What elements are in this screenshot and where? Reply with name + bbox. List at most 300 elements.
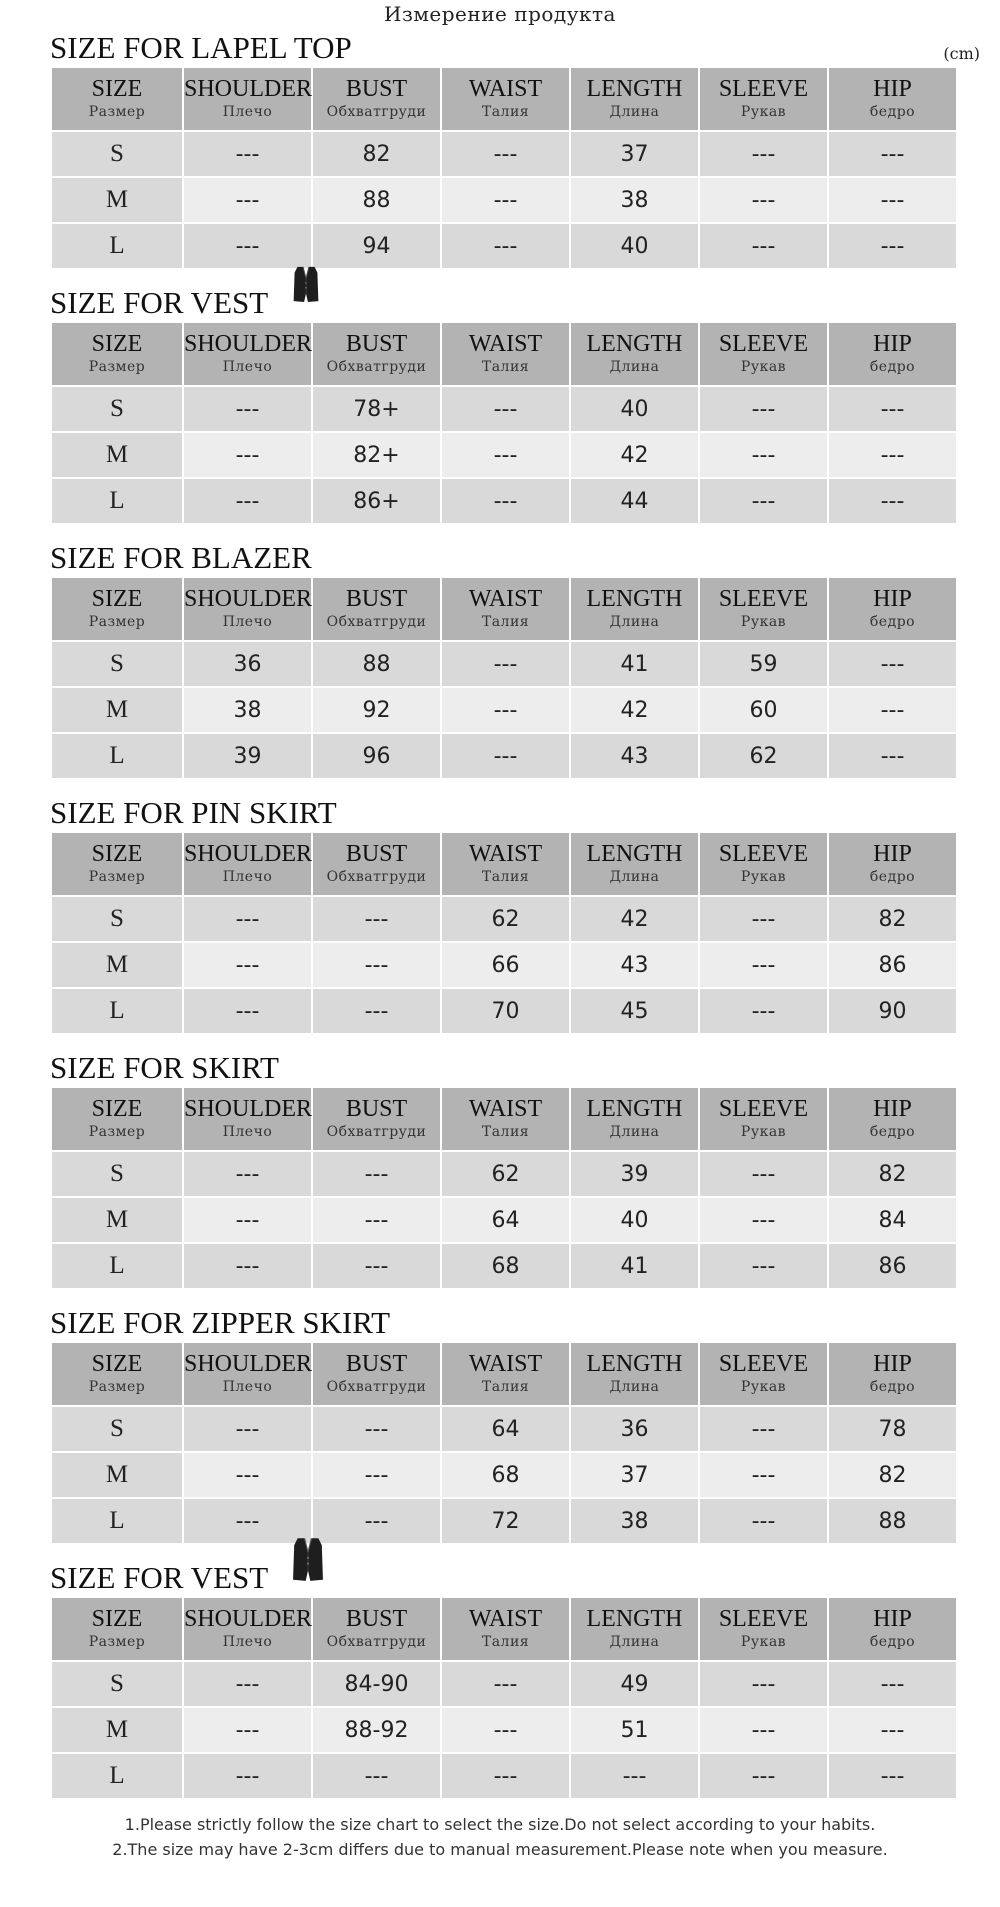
column-header-en: BUST	[345, 76, 408, 102]
column-header-ru: Обхватгруди	[326, 1124, 427, 1140]
table-cell: ---	[313, 1198, 440, 1242]
table-cell: 37	[571, 132, 698, 176]
table-cell: 39	[571, 1152, 698, 1196]
table-cell: 90	[829, 989, 956, 1033]
header-row	[52, 323, 956, 385]
column-header	[700, 323, 827, 385]
header-row	[52, 1343, 956, 1405]
column-header-en: BUST	[345, 1606, 408, 1632]
table-cell: ---	[184, 1198, 311, 1242]
table-row	[52, 989, 956, 1033]
size-cell: M	[52, 1708, 182, 1752]
table-cell: 42	[571, 688, 698, 732]
column-header	[442, 1088, 569, 1150]
table-cell: ---	[184, 132, 311, 176]
table-row	[52, 943, 956, 987]
column-header-en: HIP	[873, 1351, 912, 1377]
table-cell: 84-90	[313, 1662, 440, 1706]
column-header	[571, 1088, 698, 1150]
column-header-en: LENGTH	[586, 1606, 683, 1632]
note-line: 2.The size may have 2-3cm differs due to manual measurement.Please note when you measure.	[112, 1840, 888, 1859]
column-header-en: SLEEVE	[718, 1351, 809, 1377]
size-section	[50, 1048, 955, 1298]
column-header-en: WAIST	[468, 1606, 543, 1632]
table-cell: 68	[442, 1244, 569, 1288]
column-header	[829, 68, 956, 130]
column-header-ru: Размер	[88, 1379, 146, 1395]
column-header-en: WAIST	[468, 1351, 543, 1377]
column-header	[442, 578, 569, 640]
size-table	[50, 66, 958, 270]
column-header-en: SIZE	[91, 1606, 143, 1632]
section-title	[50, 28, 352, 68]
table-row	[52, 224, 956, 268]
column-header-ru: бедро	[869, 1124, 916, 1140]
header-row	[52, 833, 956, 895]
table-cell: ---	[184, 897, 311, 941]
column-header	[313, 833, 440, 895]
table-cell: 45	[571, 989, 698, 1033]
column-header-ru: Плечо	[222, 614, 273, 630]
column-header-en: SLEEVE	[718, 586, 809, 612]
table-cell: 37	[571, 1453, 698, 1497]
table-cell: ---	[184, 989, 311, 1033]
column-header	[52, 1088, 182, 1150]
size-table	[50, 321, 958, 525]
column-header	[829, 1343, 956, 1405]
column-header	[700, 68, 827, 130]
column-header-ru: бедро	[869, 614, 916, 630]
column-header-ru: Обхватгруди	[326, 104, 427, 120]
column-header-ru: Талия	[481, 104, 530, 120]
table-cell: ---	[442, 178, 569, 222]
table-cell: 70	[442, 989, 569, 1033]
table-cell: ---	[184, 1407, 311, 1451]
column-header	[571, 578, 698, 640]
table-cell: 78	[829, 1407, 956, 1451]
table-cell: 82	[313, 132, 440, 176]
column-header-ru: Длина	[609, 1379, 660, 1395]
column-header	[442, 1343, 569, 1405]
column-header-en: SHOULDER	[184, 331, 313, 357]
column-header-ru: бедро	[869, 1379, 916, 1395]
header-row	[52, 68, 956, 130]
table-cell: ---	[700, 1453, 827, 1497]
column-header	[184, 323, 311, 385]
column-header-en: WAIST	[468, 586, 543, 612]
column-header	[829, 578, 956, 640]
column-header-ru: Плечо	[222, 1634, 273, 1650]
column-header-ru: Длина	[609, 614, 660, 630]
table-cell: ---	[829, 688, 956, 732]
size-cell: L	[52, 989, 182, 1033]
column-header-en: LENGTH	[586, 331, 683, 357]
table-cell: 60	[700, 688, 827, 732]
column-header-en: SLEEVE	[718, 331, 809, 357]
table-cell: ---	[829, 734, 956, 778]
column-header-ru: Рукав	[740, 614, 787, 630]
column-header	[184, 1343, 311, 1405]
size-section	[50, 283, 955, 533]
size-table	[50, 576, 958, 780]
size-cell: M	[52, 1453, 182, 1497]
table-cell: 62	[700, 734, 827, 778]
table-cell: 38	[184, 688, 311, 732]
table-row	[52, 178, 956, 222]
column-header	[52, 323, 182, 385]
column-header-en: SLEEVE	[718, 841, 809, 867]
size-cell: M	[52, 178, 182, 222]
column-header	[184, 68, 311, 130]
table-cell: 82	[829, 1152, 956, 1196]
size-cell: S	[52, 1152, 182, 1196]
column-header-ru: Обхватгруди	[326, 869, 427, 885]
size-table	[50, 1086, 958, 1290]
vest-icon	[290, 265, 322, 313]
column-header-en: HIP	[873, 331, 912, 357]
column-header-en: SIZE	[91, 331, 143, 357]
column-header-en: SLEEVE	[718, 76, 809, 102]
column-header-ru: бедро	[869, 1634, 916, 1650]
size-cell: L	[52, 1754, 182, 1798]
column-header	[571, 1343, 698, 1405]
table-cell: 92	[313, 688, 440, 732]
column-header-ru: Длина	[609, 104, 660, 120]
table-cell: ---	[700, 897, 827, 941]
table-cell: 94	[313, 224, 440, 268]
notes	[0, 1812, 1000, 1862]
column-header-ru: Плечо	[222, 869, 273, 885]
table-cell: ---	[700, 479, 827, 523]
size-cell: S	[52, 387, 182, 431]
size-cell: S	[52, 642, 182, 686]
column-header-en: BUST	[345, 331, 408, 357]
column-header-en: HIP	[873, 1096, 912, 1122]
column-header-en: LENGTH	[586, 586, 683, 612]
table-cell: ---	[700, 224, 827, 268]
table-cell: ---	[442, 734, 569, 778]
table-cell: 86	[829, 943, 956, 987]
table-row	[52, 1407, 956, 1451]
column-header-ru: Размер	[88, 359, 146, 375]
column-header-ru: Длина	[609, 1634, 660, 1650]
table-row	[52, 387, 956, 431]
table-cell: ---	[700, 1662, 827, 1706]
section-title	[50, 1558, 326, 1598]
table-cell: ---	[184, 433, 311, 477]
section-title-text: SIZE FOR BLAZER	[50, 540, 312, 575]
table-cell: ---	[442, 1754, 569, 1798]
column-header-en: LENGTH	[586, 1351, 683, 1377]
table-row	[52, 1152, 956, 1196]
table-cell: ---	[313, 1152, 440, 1196]
column-header-ru: Размер	[88, 104, 146, 120]
table-cell: 88	[313, 642, 440, 686]
size-section	[50, 1558, 955, 1808]
column-header	[184, 578, 311, 640]
table-cell: 82+	[313, 433, 440, 477]
table-cell: ---	[700, 1499, 827, 1543]
table-cell: ---	[700, 1754, 827, 1798]
table-row	[52, 1662, 956, 1706]
size-cell: L	[52, 479, 182, 523]
size-cell: S	[52, 132, 182, 176]
column-header-ru: Размер	[88, 1634, 146, 1650]
table-row	[52, 688, 956, 732]
column-header	[184, 1088, 311, 1150]
table-cell: ---	[313, 1407, 440, 1451]
table-row	[52, 1499, 956, 1543]
column-header-en: SIZE	[91, 841, 143, 867]
table-cell: ---	[313, 1499, 440, 1543]
table-cell: 36	[184, 642, 311, 686]
column-header-en: SIZE	[91, 1351, 143, 1377]
size-cell: L	[52, 1499, 182, 1543]
table-row	[52, 433, 956, 477]
table-cell: ---	[442, 433, 569, 477]
column-header-ru: Рукав	[740, 359, 787, 375]
table-row	[52, 734, 956, 778]
table-cell: 38	[571, 178, 698, 222]
table-cell: 86	[829, 1244, 956, 1288]
table-cell: ---	[700, 1152, 827, 1196]
column-header-en: HIP	[873, 586, 912, 612]
column-header-ru: Обхватгруди	[326, 614, 427, 630]
table-cell: ---	[184, 1244, 311, 1288]
column-header-ru: Обхватгруди	[326, 359, 427, 375]
column-header	[829, 833, 956, 895]
column-header	[571, 833, 698, 895]
size-cell: L	[52, 1244, 182, 1288]
column-header-ru: бедро	[869, 359, 916, 375]
column-header	[829, 1088, 956, 1150]
column-header	[313, 1088, 440, 1150]
column-header-ru: Плечо	[222, 104, 273, 120]
table-cell: 82	[829, 897, 956, 941]
table-cell: 64	[442, 1198, 569, 1242]
column-header-ru: Рукав	[740, 869, 787, 885]
table-cell: 88-92	[313, 1708, 440, 1752]
column-header-en: BUST	[345, 1096, 408, 1122]
column-header-ru: Талия	[481, 1379, 530, 1395]
vest-icon	[290, 1536, 326, 1592]
column-header	[442, 1598, 569, 1660]
column-header	[52, 1598, 182, 1660]
table-cell: ---	[571, 1754, 698, 1798]
column-header	[313, 578, 440, 640]
table-cell: ---	[184, 1453, 311, 1497]
size-cell: L	[52, 224, 182, 268]
table-cell: ---	[313, 989, 440, 1033]
size-section	[50, 1303, 955, 1553]
column-header-en: HIP	[873, 1606, 912, 1632]
table-cell: 40	[571, 224, 698, 268]
column-header-en: WAIST	[468, 76, 543, 102]
size-cell: L	[52, 734, 182, 778]
column-header-ru: Рукав	[740, 1124, 787, 1140]
size-section	[50, 538, 955, 788]
column-header-ru: бедро	[869, 869, 916, 885]
table-row	[52, 1198, 956, 1242]
column-header	[442, 833, 569, 895]
table-cell: ---	[313, 1453, 440, 1497]
column-header-en: SHOULDER	[184, 76, 313, 102]
size-cell: S	[52, 1662, 182, 1706]
size-cell: M	[52, 433, 182, 477]
section-title-text: SIZE FOR VEST	[50, 285, 269, 320]
size-section	[50, 28, 955, 278]
table-cell: 43	[571, 943, 698, 987]
table-cell: ---	[700, 433, 827, 477]
column-header-en: BUST	[345, 586, 408, 612]
table-cell: ---	[700, 178, 827, 222]
table-cell: ---	[184, 943, 311, 987]
table-cell: 66	[442, 943, 569, 987]
table-cell: 44	[571, 479, 698, 523]
table-cell: 43	[571, 734, 698, 778]
table-cell: ---	[442, 1662, 569, 1706]
column-header-en: SHOULDER	[184, 841, 313, 867]
table-cell: 51	[571, 1708, 698, 1752]
table-cell: 41	[571, 1244, 698, 1288]
page-title: Измерение продукта	[384, 2, 616, 26]
column-header-ru: Рукав	[740, 104, 787, 120]
table-cell: ---	[184, 1662, 311, 1706]
size-table	[50, 831, 958, 1035]
column-header-ru: Талия	[481, 614, 530, 630]
table-cell: ---	[184, 1152, 311, 1196]
unit-label: (cm)	[943, 44, 980, 63]
column-header	[829, 1598, 956, 1660]
column-header-ru: Размер	[88, 1124, 146, 1140]
size-table	[50, 1596, 958, 1800]
column-header-en: SHOULDER	[184, 586, 313, 612]
column-header-ru: Рукав	[740, 1634, 787, 1650]
table-cell: 62	[442, 897, 569, 941]
column-header	[571, 323, 698, 385]
section-title	[50, 1303, 390, 1343]
size-section	[50, 793, 955, 1043]
size-cell: S	[52, 897, 182, 941]
table-cell: 38	[571, 1499, 698, 1543]
section-title-text: SIZE FOR VEST	[50, 1560, 269, 1595]
table-cell: ---	[700, 1407, 827, 1451]
size-table	[50, 1341, 958, 1545]
column-header-ru: Обхватгруди	[326, 1634, 427, 1650]
column-header	[700, 1598, 827, 1660]
column-header	[313, 1343, 440, 1405]
column-header	[571, 68, 698, 130]
table-cell: ---	[829, 642, 956, 686]
table-cell: 36	[571, 1407, 698, 1451]
table-cell: 62	[442, 1152, 569, 1196]
column-header	[313, 68, 440, 130]
section-title	[50, 793, 337, 833]
note-line: 1.Please strictly follow the size chart to select the size.Do not select according to your habits.	[124, 1815, 876, 1834]
column-header	[184, 833, 311, 895]
table-row	[52, 897, 956, 941]
column-header-ru: Плечо	[222, 359, 273, 375]
column-header-ru: Плечо	[222, 1124, 273, 1140]
column-header-en: SIZE	[91, 76, 143, 102]
column-header	[52, 833, 182, 895]
column-header-ru: Талия	[481, 359, 530, 375]
table-row	[52, 1708, 956, 1752]
table-cell: ---	[829, 224, 956, 268]
section-title-text: SIZE FOR PIN SKIRT	[50, 795, 337, 830]
table-cell: ---	[700, 989, 827, 1033]
table-row	[52, 642, 956, 686]
table-row	[52, 479, 956, 523]
table-row	[52, 1453, 956, 1497]
header-row	[52, 1088, 956, 1150]
table-cell: ---	[313, 897, 440, 941]
table-cell: ---	[829, 1708, 956, 1752]
table-cell: ---	[829, 1754, 956, 1798]
column-header-en: HIP	[873, 841, 912, 867]
column-header-ru: Талия	[481, 1634, 530, 1650]
table-cell: ---	[700, 943, 827, 987]
column-header-en: SHOULDER	[184, 1606, 313, 1632]
column-header-en: SIZE	[91, 1096, 143, 1122]
column-header-ru: Талия	[481, 1124, 530, 1140]
table-cell: ---	[829, 387, 956, 431]
column-header-ru: Длина	[609, 359, 660, 375]
table-cell: ---	[829, 1662, 956, 1706]
column-header	[700, 1088, 827, 1150]
table-cell: ---	[829, 433, 956, 477]
table-cell: ---	[184, 479, 311, 523]
column-header-en: LENGTH	[586, 841, 683, 867]
size-cell: M	[52, 688, 182, 732]
column-header-en: BUST	[345, 841, 408, 867]
table-cell: ---	[313, 943, 440, 987]
column-header-en: SLEEVE	[718, 1096, 809, 1122]
header-row	[52, 1598, 956, 1660]
column-header	[184, 1598, 311, 1660]
column-header-ru: Плечо	[222, 1379, 273, 1395]
column-header	[700, 578, 827, 640]
table-cell: ---	[700, 387, 827, 431]
section-title-text: SIZE FOR LAPEL TOP	[50, 30, 352, 65]
table-cell: ---	[700, 1244, 827, 1288]
table-cell: 88	[829, 1499, 956, 1543]
table-cell: ---	[700, 132, 827, 176]
table-cell: 72	[442, 1499, 569, 1543]
table-cell: ---	[442, 387, 569, 431]
table-cell: ---	[313, 1754, 440, 1798]
table-cell: 78+	[313, 387, 440, 431]
table-cell: 88	[313, 178, 440, 222]
column-header-ru: Обхватгруди	[326, 1379, 427, 1395]
column-header-ru: Талия	[481, 869, 530, 885]
column-header	[442, 323, 569, 385]
column-header-ru: Длина	[609, 869, 660, 885]
column-header-ru: Размер	[88, 614, 146, 630]
column-header-en: SHOULDER	[184, 1351, 313, 1377]
column-header-en: SIZE	[91, 586, 143, 612]
table-cell: ---	[184, 387, 311, 431]
size-cell: M	[52, 943, 182, 987]
table-cell: ---	[184, 1499, 311, 1543]
column-header-ru: Длина	[609, 1124, 660, 1140]
column-header-en: SLEEVE	[718, 1606, 809, 1632]
table-cell: ---	[442, 132, 569, 176]
table-cell: 42	[571, 897, 698, 941]
column-header	[52, 68, 182, 130]
table-cell: 40	[571, 1198, 698, 1242]
table-cell: 40	[571, 387, 698, 431]
